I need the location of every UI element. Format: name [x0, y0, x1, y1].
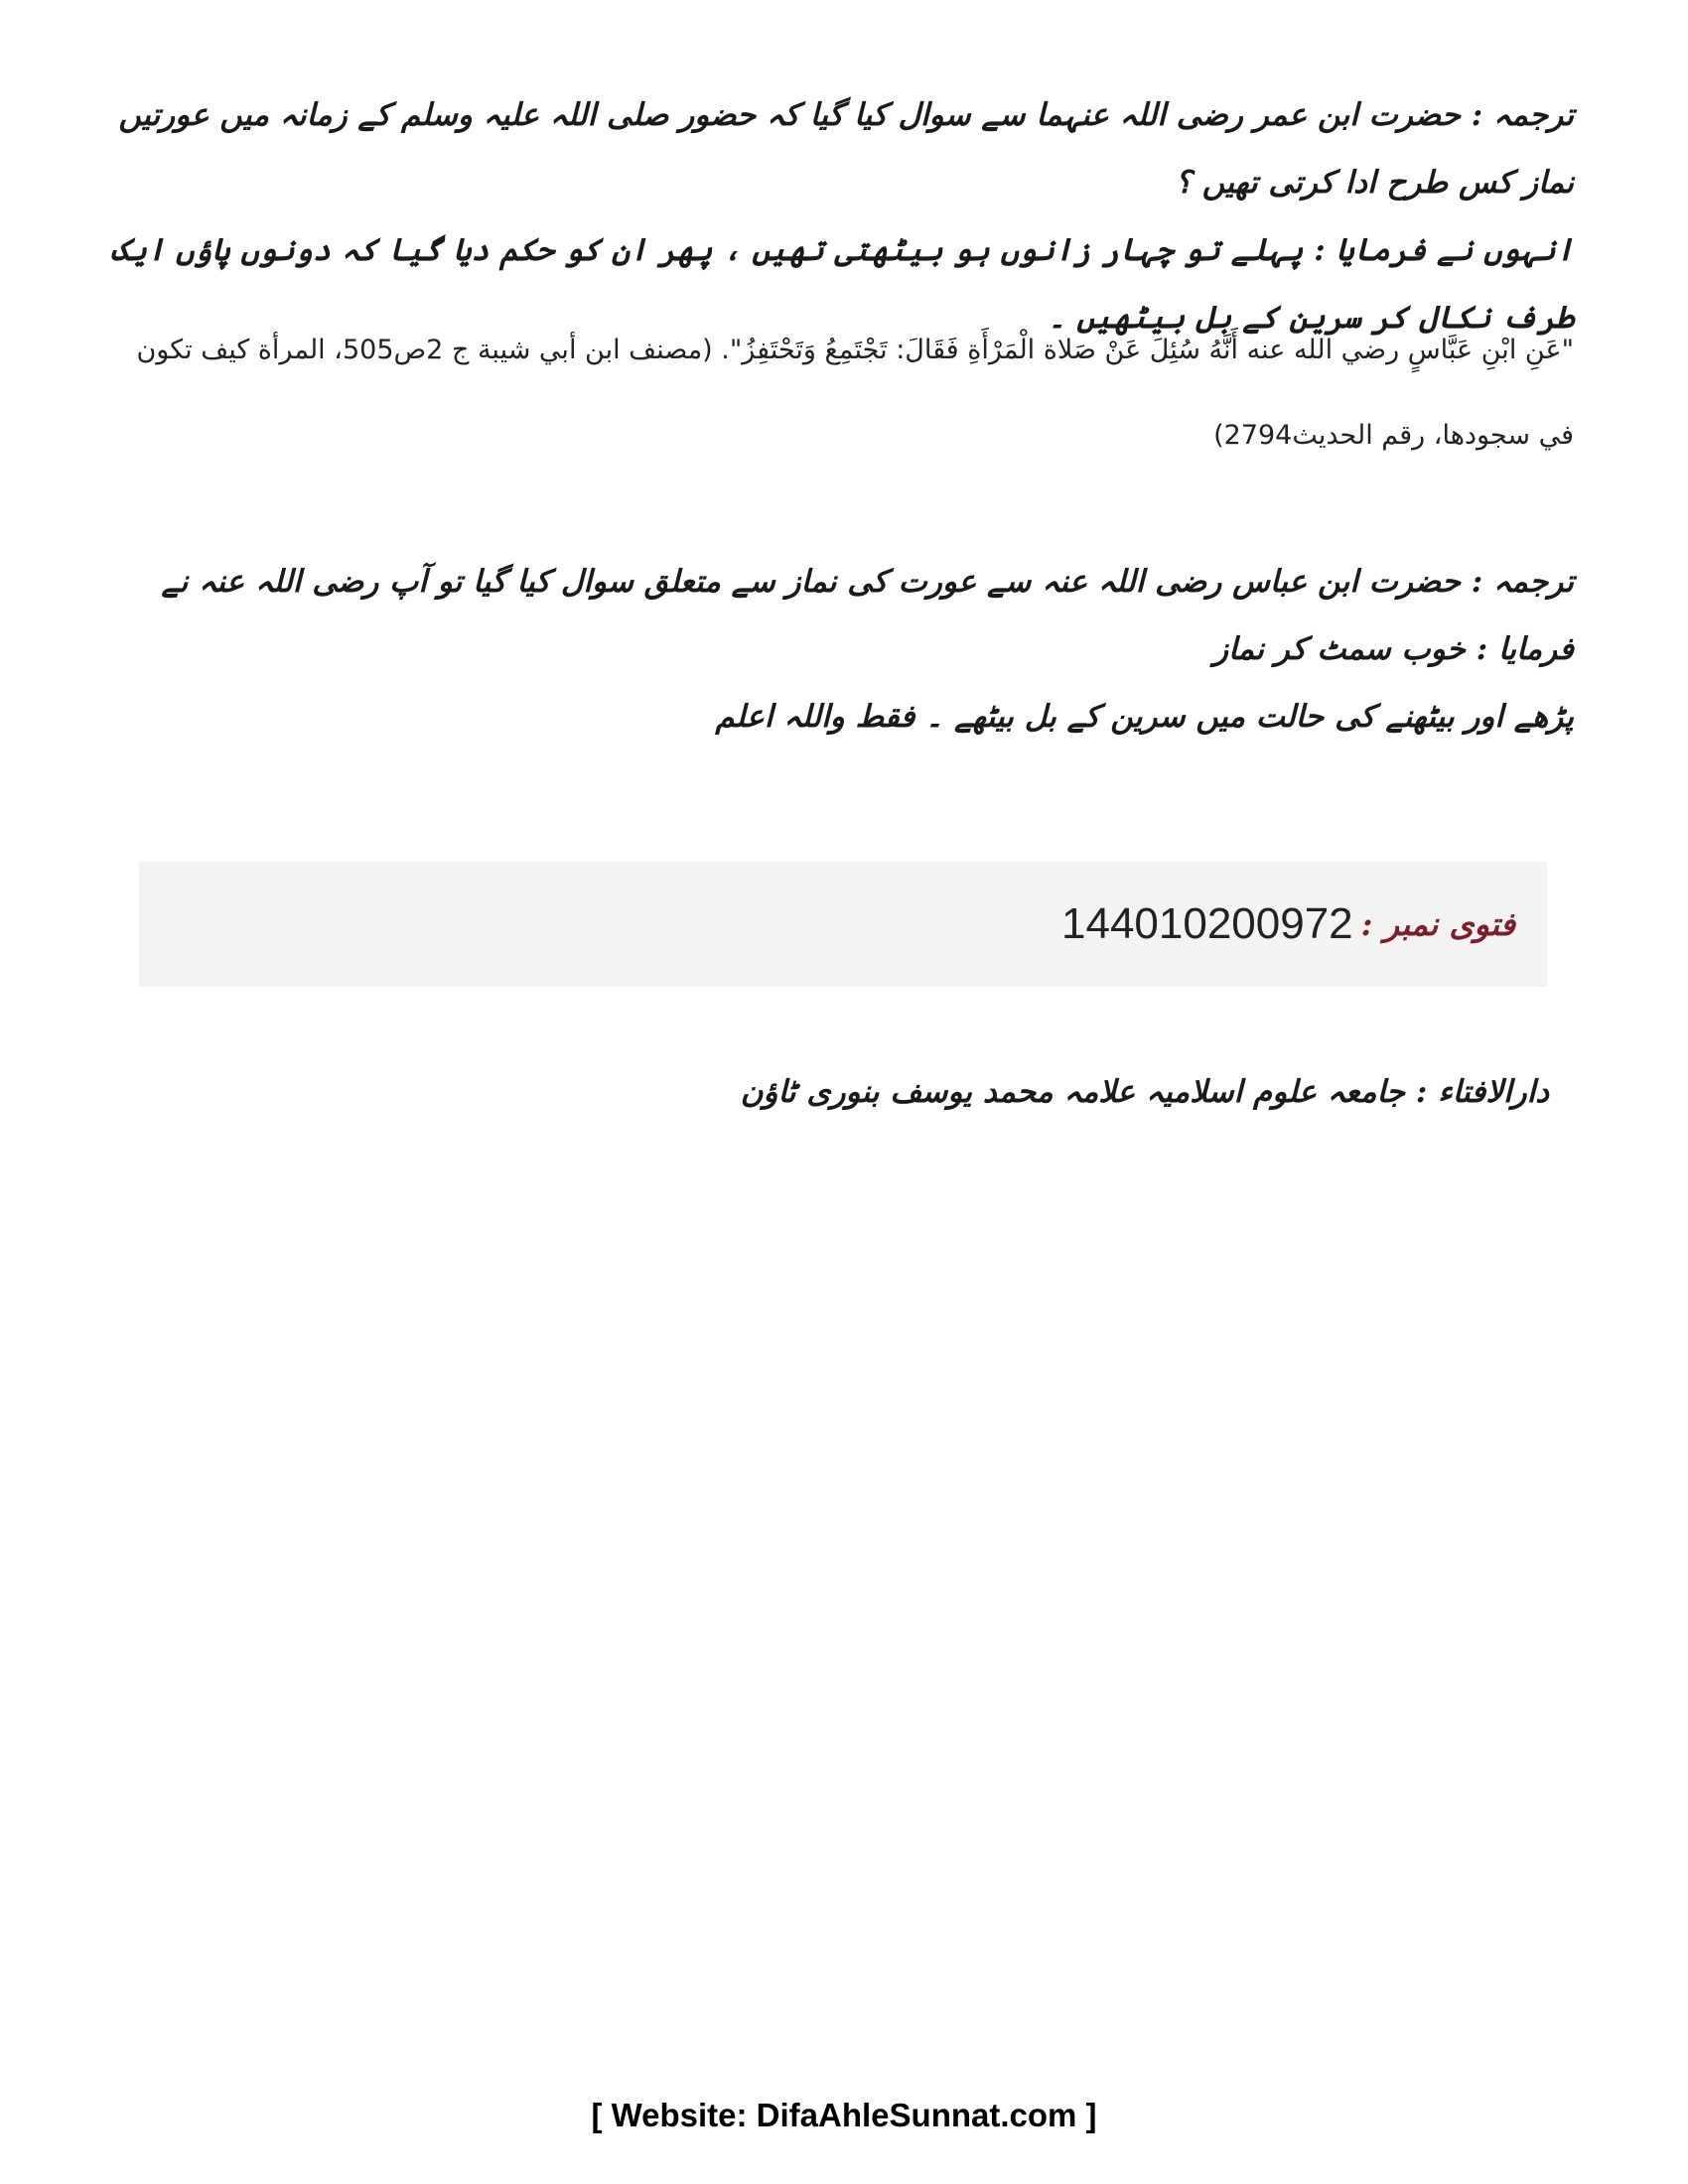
- fatwa-number-label: فتوی نمبر :: [1360, 905, 1515, 943]
- text-line: انہوں نے فرمایا : پہلے تو چہار زانوں ہو بیٹھتی تھیں ، پھر ان کو حکم دیا گیا کہ دونوں پاؤں ایک طرف نکال کر سرین کے بل بیٹھیں ۔: [110, 232, 1574, 336]
- text-line: في سجودها، رقم الحديث2794): [1213, 420, 1574, 451]
- fatwa-number-value: 144010200972: [1061, 899, 1353, 948]
- darul-ifta-line: دارالافتاء : جامعہ علوم اسلامیہ علامہ محمد یوسف بنوری ٹاؤن: [740, 1074, 1549, 1110]
- fatwa-number-box: [139, 862, 1547, 987]
- text-line: پڑھے اور بیٹھنے کی حالت میں سرین کے بل بیٹھے ۔ فقط واللہ اعلم: [715, 699, 1574, 735]
- website-footer: [ Website: DifaAhleSunnat.com ]: [591, 2097, 1097, 2133]
- text-line: ترجمہ : حضرت ابن عمر رضی اللہ عنہما سے سوال کیا گیا کہ حضور صلی اللہ علیہ وسلم کے زمانہ میں عورتیں نماز کس طرح ادا کرتی تھیں ؟: [118, 97, 1574, 201]
- translation-paragraph-ibn-abbas: [104, 548, 1574, 751]
- text-line: ترجمہ : حضرت ابن عباس رضی اللہ عنہ سے عورت کی نماز سے متعلق سوال کیا گیا تو آپ رضی اللہ عنہ نے فرمایا : خوب سمٹ کر نماز: [161, 564, 1574, 667]
- arabic-hadith-paragraph: [104, 308, 1574, 478]
- text-line: "عَنِ ابْنِ عَبَّاسٍ رضي الله عنه أَنَّهُ سُئِلَ عَنْ صَلاة الْمَرْأَةِ فَقَالَ: تَجْتَمِعُ وَتَحْتَفِزُ". (مصنف ابن أبي شيبة ج 2ص505، المرأة كيف تكون: [136, 335, 1574, 365]
